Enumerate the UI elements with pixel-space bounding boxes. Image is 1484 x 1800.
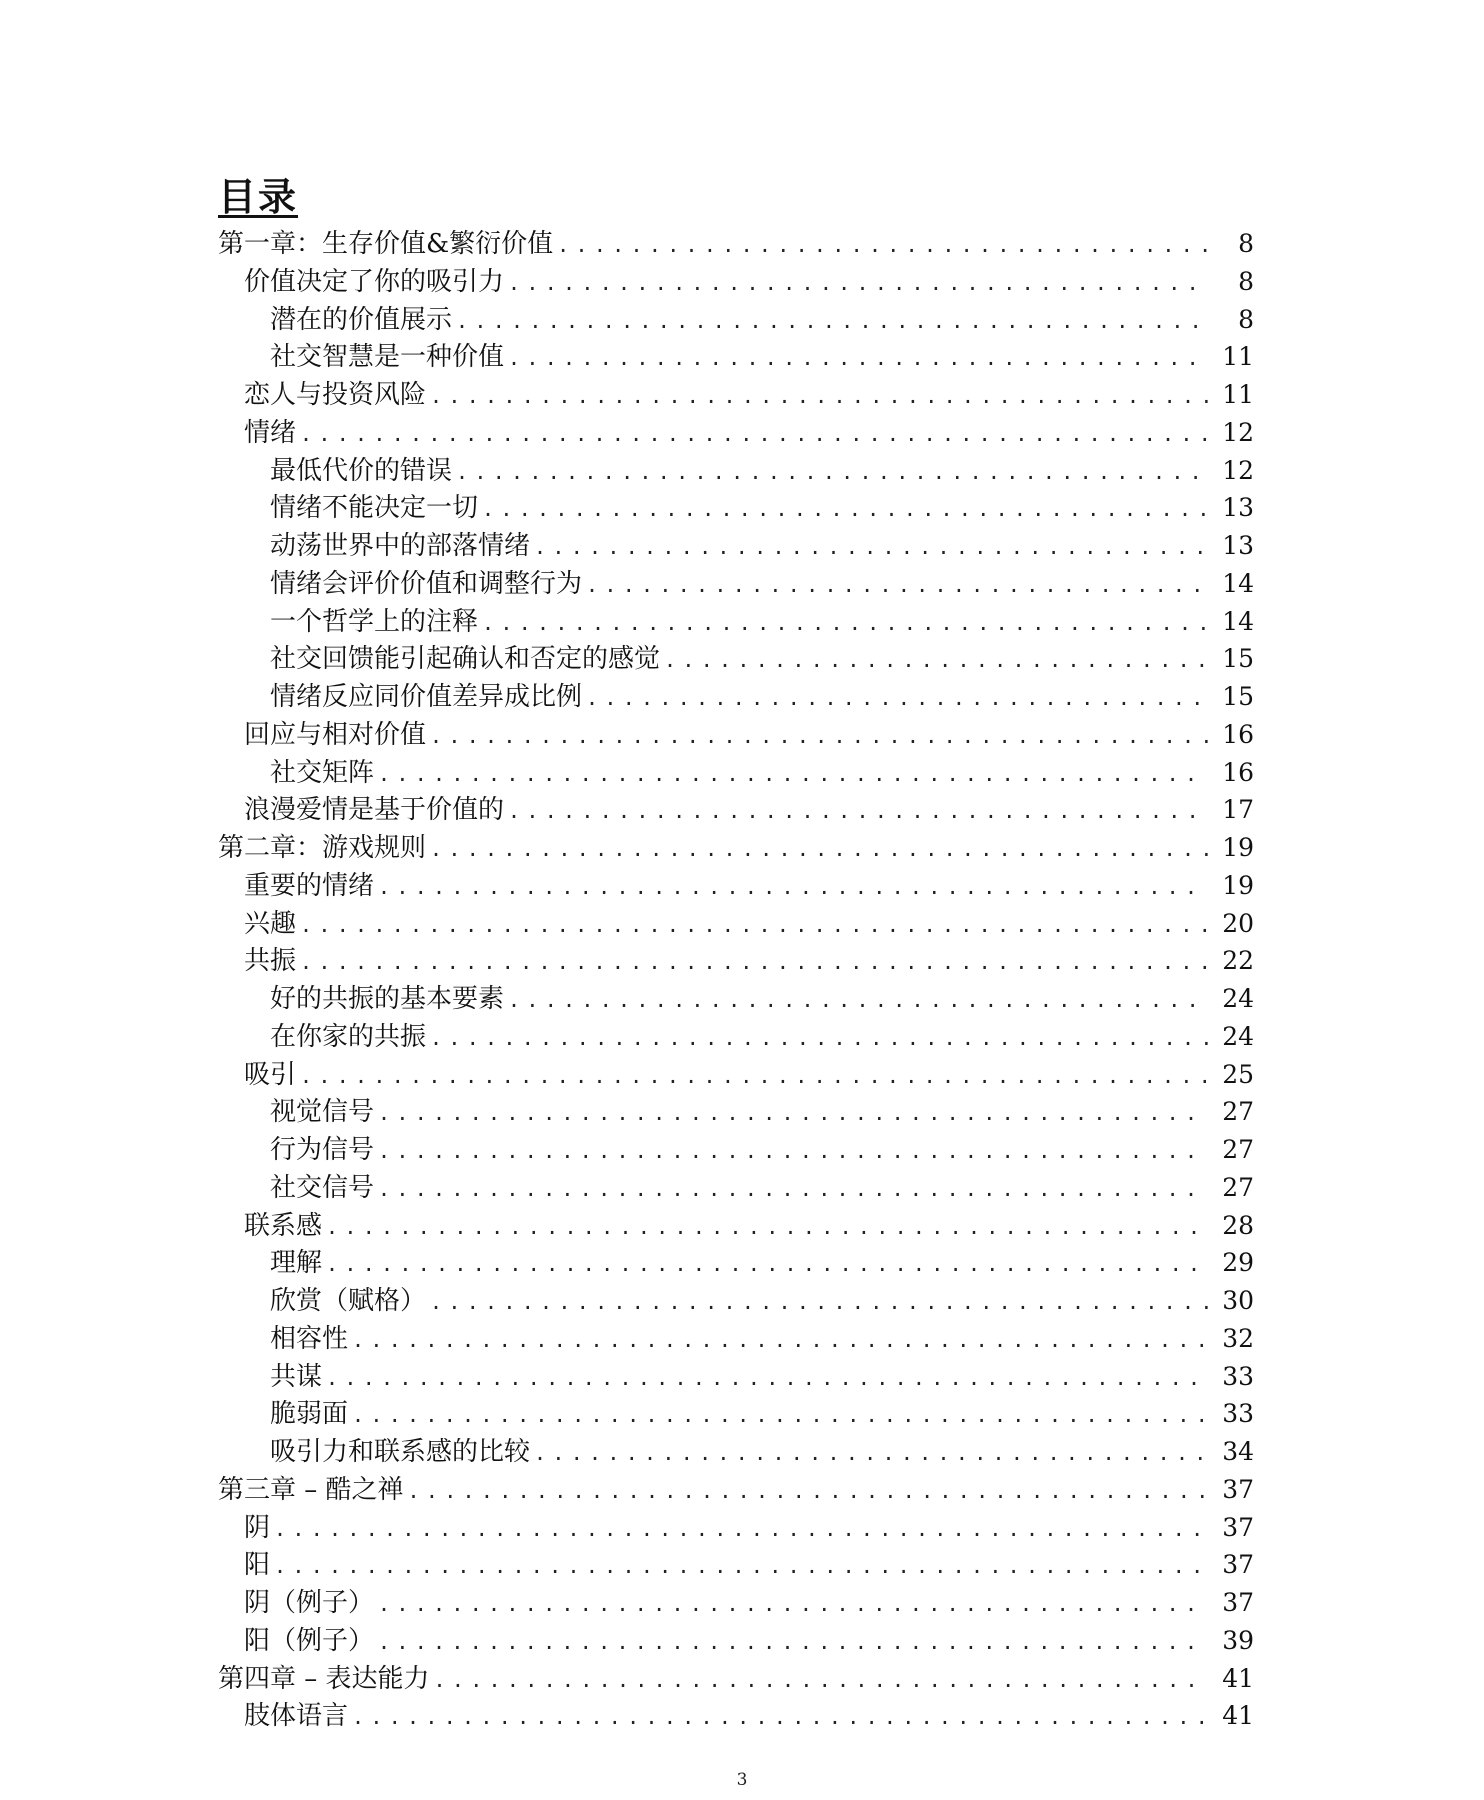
toc-entry-label: 社交回馈能引起确认和否定的感觉 [270, 644, 661, 675]
toc-entry[interactable] [218, 452, 1254, 490]
toc-entry-label: 社交矩阵 [270, 757, 375, 788]
toc-entry[interactable] [218, 414, 1254, 452]
toc-leader-dots [664, 642, 1208, 680]
toc-leader-dots [378, 756, 1208, 794]
toc-entry[interactable] [218, 527, 1254, 565]
toc-entry[interactable] [218, 565, 1254, 603]
page-number: 3 [736, 1770, 748, 1790]
toc-entry-label: 肢体语言 [244, 1701, 349, 1732]
toc-leader-dots [300, 944, 1208, 982]
toc-entry[interactable] [218, 1433, 1254, 1471]
toc-leader-dots [408, 1473, 1208, 1511]
toc-entry[interactable] [218, 1546, 1254, 1584]
toc-entry-page: 27 [1222, 1135, 1254, 1164]
toc-entry-page: 28 [1222, 1210, 1254, 1240]
toc-leader-dots [378, 1171, 1208, 1209]
toc-entry-page: 27 [1222, 1097, 1254, 1127]
toc-entry-page: 33 [1222, 1361, 1254, 1391]
toc-leader-dots [508, 340, 1208, 378]
toc-entry-label: 最低代价的错误 [270, 455, 453, 486]
toc-entry-page: 19 [1222, 833, 1254, 862]
toc-entry[interactable] [218, 338, 1254, 376]
toc-entry-label: 动荡世界中的部落情绪 [270, 531, 531, 561]
toc-entry-label: 潜在的价值展示 [270, 304, 453, 335]
toc-entry-page: 41 [1222, 1663, 1254, 1693]
toc-entry-label: 脆弱面 [270, 1399, 349, 1430]
toc-entry[interactable] [218, 489, 1254, 527]
toc-leader-dots [378, 1095, 1208, 1133]
toc-entry[interactable] [218, 867, 1254, 905]
toc-entry-page: 30 [1222, 1286, 1254, 1315]
toc-title: 目录 [218, 174, 299, 219]
toc-leader-dots [300, 1058, 1208, 1096]
toc-entry-label: 第三章 – 酷之禅 [218, 1474, 404, 1505]
toc-entry[interactable] [218, 678, 1254, 716]
toc-list [218, 225, 1254, 1735]
toc-entry[interactable] [218, 301, 1254, 339]
toc-entry-label: 行为信号 [270, 1135, 375, 1165]
toc-entry-page: 11 [1222, 342, 1254, 372]
toc-entry-label: 兴趣 [244, 908, 297, 939]
toc-entry-page: 15 [1222, 644, 1254, 674]
toc-entry-label: 吸引力和联系感的比较 [270, 1437, 531, 1467]
toc-entry-page: 37 [1222, 1512, 1254, 1542]
toc-entry-label: 情绪会评价价值和调整行为 [270, 568, 583, 599]
toc-leader-dots [326, 1209, 1208, 1247]
toc-entry-page: 16 [1222, 757, 1254, 787]
toc-entry-page: 32 [1222, 1323, 1254, 1353]
toc-entry-page: 22 [1222, 946, 1254, 976]
toc-leader-dots [274, 1511, 1208, 1549]
toc-leader-dots [430, 1284, 1208, 1322]
toc-entry-label: 情绪反应同价值差异成比例 [270, 682, 583, 712]
toc-leader-dots [326, 1360, 1208, 1398]
toc-entry[interactable] [218, 1169, 1254, 1207]
toc-leader-dots [352, 1699, 1208, 1737]
toc-entry-label: 情绪不能决定一切 [270, 493, 479, 524]
toc-entry-label: 联系感 [244, 1210, 323, 1241]
toc-leader-dots [557, 227, 1208, 265]
toc-entry-page: 41 [1222, 1701, 1254, 1731]
toc-entry-label: 好的共振的基本要素 [270, 984, 505, 1014]
toc-entry[interactable] [218, 1697, 1254, 1735]
toc-entry-page: 37 [1222, 1588, 1254, 1617]
toc-entry[interactable] [218, 1622, 1254, 1660]
toc-leader-dots [456, 303, 1208, 341]
toc-leader-dots [508, 982, 1208, 1020]
toc-entry-page: 8 [1238, 304, 1254, 334]
toc-entry[interactable] [218, 791, 1254, 829]
toc-entry-label: 社交智慧是一种价值 [270, 342, 505, 373]
toc-entry-label: 欣赏（赋格） [270, 1286, 427, 1316]
toc-leader-dots [300, 416, 1208, 454]
toc-entry-label: 社交信号 [270, 1172, 375, 1203]
toc-leader-dots [508, 265, 1208, 303]
toc-leader-dots [508, 793, 1208, 831]
toc-entry-page: 13 [1222, 493, 1254, 523]
toc-entry-page: 12 [1222, 417, 1254, 447]
toc-entry[interactable] [218, 1093, 1254, 1131]
toc-entry[interactable] [218, 716, 1254, 754]
toc-entry-label: 共谋 [270, 1361, 323, 1392]
toc-entry[interactable] [218, 829, 1254, 867]
toc-entry-page: 25 [1222, 1059, 1254, 1089]
toc-entry-label: 一个哲学上的注释 [270, 606, 479, 637]
toc-leader-dots [326, 1246, 1208, 1284]
toc-entry-page: 11 [1222, 380, 1254, 409]
toc-leader-dots [482, 605, 1208, 643]
toc-entry-label: 在你家的共振 [270, 1021, 427, 1052]
toc-entry-page: 16 [1222, 719, 1254, 749]
toc-entry-page: 14 [1222, 568, 1254, 598]
toc-leader-dots [456, 454, 1208, 492]
toc-entry[interactable] [218, 640, 1254, 678]
toc-entry-page: 14 [1222, 606, 1254, 636]
toc-entry[interactable] [218, 1018, 1254, 1056]
toc-entry[interactable] [218, 942, 1254, 980]
toc-entry[interactable] [218, 1131, 1254, 1169]
toc-entry-label: 吸引 [244, 1059, 297, 1090]
toc-entry-label: 恋人与投资风险 [244, 380, 427, 410]
toc-entry[interactable] [218, 754, 1254, 792]
toc-entry[interactable] [218, 1056, 1254, 1094]
toc-entry-label: 视觉信号 [270, 1097, 375, 1128]
toc-entry-label: 第二章：游戏规则 [218, 833, 427, 863]
toc-leader-dots [430, 378, 1208, 416]
toc-entry-label: 阳 [244, 1550, 271, 1581]
toc-entry-page: 34 [1222, 1437, 1254, 1466]
toc-entry[interactable] [218, 1509, 1254, 1547]
toc-leader-dots [430, 718, 1208, 756]
toc-entry-page: 15 [1222, 682, 1254, 711]
toc-entry[interactable] [218, 1358, 1254, 1396]
toc-entry-page: 17 [1222, 795, 1254, 825]
toc-leader-dots [534, 529, 1208, 567]
toc-entry[interactable] [218, 1395, 1254, 1433]
toc-entry[interactable] [218, 1320, 1254, 1358]
toc-entry-page: 29 [1222, 1248, 1254, 1278]
toc-entry[interactable] [218, 376, 1254, 414]
toc-entry-label: 第四章 – 表达能力 [218, 1663, 430, 1694]
toc-entry[interactable] [218, 1207, 1254, 1245]
toc-entry-page: 39 [1222, 1625, 1254, 1655]
toc-leader-dots [534, 1435, 1208, 1473]
toc-entry[interactable] [218, 1471, 1254, 1509]
toc-entry-page: 20 [1222, 908, 1254, 938]
toc-leader-dots [586, 567, 1208, 605]
toc-entry-page: 19 [1222, 870, 1254, 900]
toc-leader-dots [482, 491, 1208, 529]
toc-entry-label: 浪漫爱情是基于价值的 [244, 795, 505, 826]
toc-entry-label: 理解 [270, 1248, 323, 1279]
toc-entry-page: 27 [1222, 1172, 1254, 1202]
toc-entry-page: 13 [1222, 531, 1254, 560]
toc-entry-page: 24 [1222, 1021, 1254, 1051]
toc-leader-dots [274, 1548, 1208, 1586]
toc-leader-dots [430, 831, 1208, 869]
toc-entry-label: 回应与相对价值 [244, 719, 427, 750]
toc-leader-dots [378, 869, 1208, 907]
toc-entry-label: 重要的情绪 [244, 870, 375, 901]
toc-leader-dots [378, 1133, 1208, 1171]
toc-entry-page: 8 [1238, 266, 1254, 296]
toc-leader-dots [378, 1586, 1208, 1624]
toc-entry[interactable] [218, 905, 1254, 943]
toc-entry-label: 阴 [244, 1512, 271, 1543]
toc-entry-page: 33 [1222, 1399, 1254, 1429]
toc-entry[interactable] [218, 225, 1254, 263]
toc-entry-page: 12 [1222, 455, 1254, 485]
toc-entry[interactable] [218, 263, 1254, 301]
toc-leader-dots [300, 907, 1208, 945]
toc-entry-label: 情绪 [244, 417, 297, 448]
toc-entry[interactable] [218, 603, 1254, 641]
toc-leader-dots [430, 1020, 1208, 1058]
toc-leader-dots [352, 1397, 1208, 1435]
toc-entry[interactable] [218, 1660, 1254, 1698]
toc-entry-label: 阳（例子） [244, 1625, 375, 1656]
toc-entry[interactable] [218, 1282, 1254, 1320]
toc-entry[interactable] [218, 980, 1254, 1018]
toc-entry-label: 第一章：生存价值&繁衍价值 [218, 229, 554, 259]
toc-entry-label: 相容性 [270, 1323, 349, 1354]
toc-entry-label: 阴（例子） [244, 1588, 375, 1618]
toc-entry-label: 价值决定了你的吸引力 [244, 266, 505, 297]
toc-entry-page: 37 [1222, 1550, 1254, 1580]
toc-leader-dots [352, 1322, 1208, 1360]
toc-entry-page: 24 [1222, 984, 1254, 1013]
toc-leader-dots [586, 680, 1208, 718]
toc-entry-label: 共振 [244, 946, 297, 977]
toc-entry-page: 37 [1222, 1474, 1254, 1504]
toc-leader-dots [378, 1624, 1208, 1662]
toc-entry[interactable] [218, 1244, 1254, 1282]
toc-leader-dots [434, 1662, 1208, 1700]
toc-entry-page: 8 [1238, 229, 1254, 258]
toc-entry[interactable] [218, 1584, 1254, 1622]
